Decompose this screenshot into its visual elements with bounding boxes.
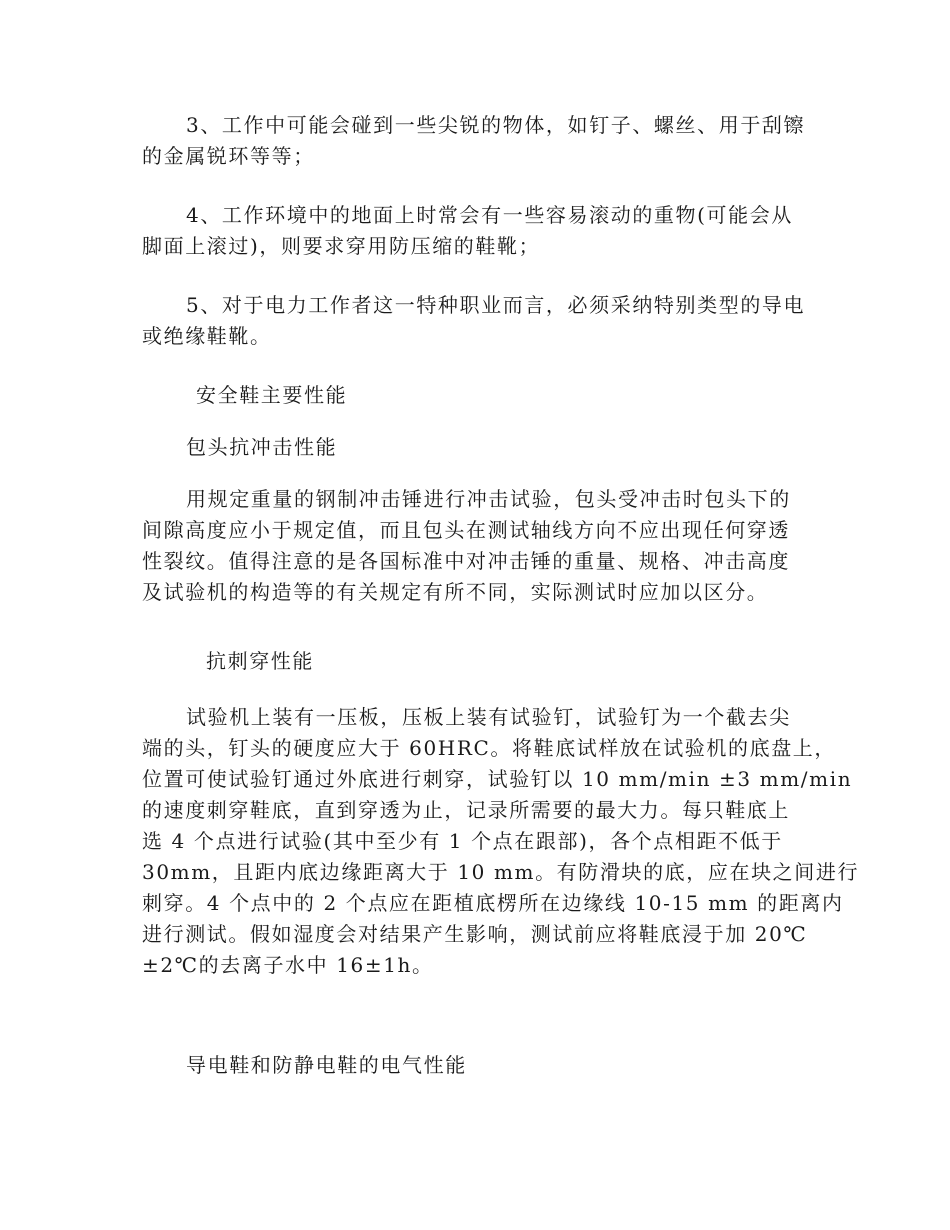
text-line: 4、工作环境中的地面上时常会有一些容易滚动的重物(可能会从 <box>186 203 793 227</box>
section-heading-puncture <box>142 646 808 677</box>
text-line: 5、对于电力工作者这一特种职业而言，必须采纳特别类型的导电 <box>186 293 806 317</box>
text-line: 的速度刺穿鞋底，直到穿透为止，记录所需要的最大力。每只鞋底上 <box>142 798 790 822</box>
heading-text: 抗刺穿性能 <box>206 649 314 673</box>
section-heading-electrical <box>142 1050 808 1081</box>
text-line: 端的头，钉头的硬度应大于 60HRC。将鞋底试样放在试验机的底盘上， <box>142 736 837 760</box>
section-heading-main <box>142 380 808 411</box>
paragraph-toe-impact <box>142 484 808 608</box>
text-line: 用规定重量的钢制冲击锤进行冲击试验，包头受冲击时包头下的 <box>186 487 791 511</box>
text-line: 刺穿。4 个点中的 2 个点应在距植底楞所在边缘线 10-15 mm 的距离内 <box>142 891 844 915</box>
heading-text: 安全鞋主要性能 <box>196 383 348 407</box>
text-line: 或绝缘鞋靴。 <box>142 324 272 348</box>
paragraph-puncture <box>142 702 860 981</box>
text-line: 试验机上装有一压板，压板上装有试验钉，试验钉为一个截去尖 <box>186 705 791 729</box>
text-line: 进行测试。假如湿度会对结果产生影响，测试前应将鞋底浸于加 20℃ <box>142 922 808 946</box>
list-item-5 <box>142 290 808 352</box>
text-line: ±2℃的去离子水中 16±1h。 <box>142 953 434 977</box>
section-heading-toe-impact <box>142 432 808 463</box>
text-line: 3、工作中可能会碰到一些尖锐的物体，如钉子、螺丝、用于刮镲 <box>186 113 806 137</box>
text-line: 性裂纹。值得注意的是各国标准中对冲击锤的重量、规格、冲击高度 <box>142 549 790 573</box>
text-line: 位置可使试验钉通过外底进行刺穿，试验钉以 10 mm/min ±3 mm/min <box>142 767 853 791</box>
text-line: 选 4 个点进行试验(其中至少有 1 个点在跟部)，各个点相距不低于 <box>142 829 783 853</box>
list-item-4 <box>142 200 808 262</box>
text-line: 的金属锐环等等； <box>142 144 315 168</box>
text-line: 及试验机的构造等的有关规定有所不同，实际测试时应加以区分。 <box>142 580 769 604</box>
text-line: 间隙高度应小于规定值，而且包头在测试轴线方向不应出现任何穿透 <box>142 518 790 542</box>
text-line: 30mm，且距内底边缘距离大于 10 mm。有防滑块的底，应在块之间进行 <box>142 860 860 884</box>
heading-text: 导电鞋和防静电鞋的电气性能 <box>186 1053 467 1077</box>
list-item-3 <box>142 110 808 172</box>
text-line: 脚面上滚过)，则要求穿用防压缩的鞋靴； <box>142 234 541 258</box>
heading-text: 包头抗冲击性能 <box>186 435 338 459</box>
